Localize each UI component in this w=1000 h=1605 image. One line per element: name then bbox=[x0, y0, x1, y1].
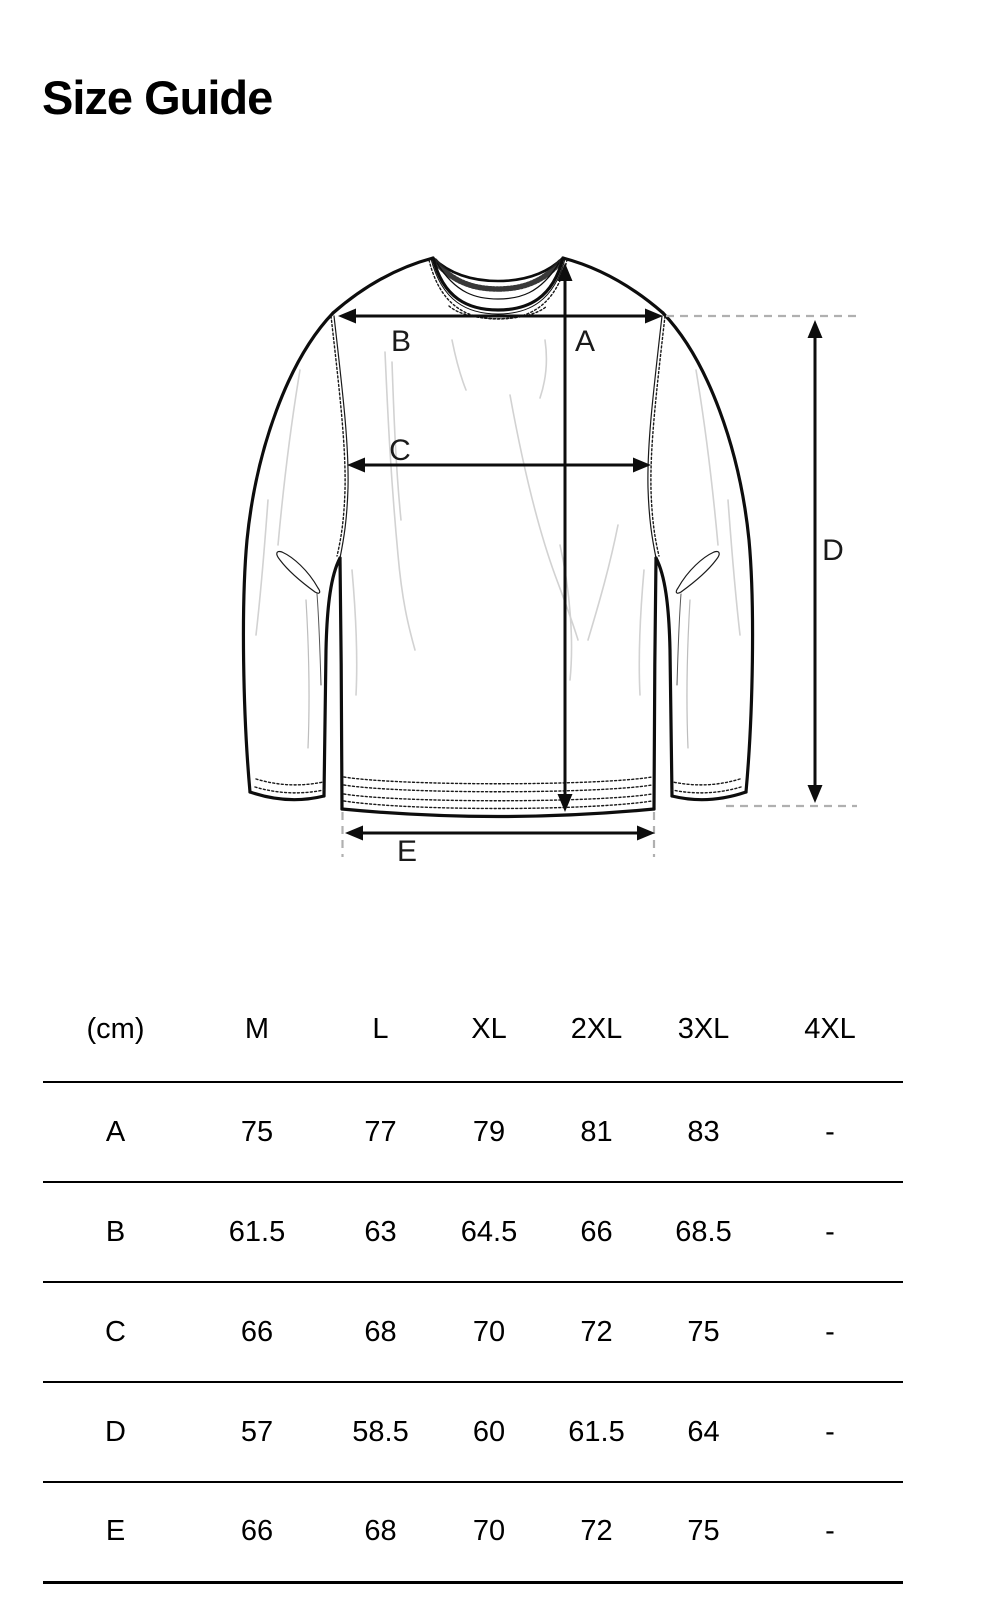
size-table bbox=[43, 978, 903, 1584]
table-row bbox=[43, 1382, 903, 1482]
table-header-size: 3XL bbox=[677, 1013, 730, 1045]
measure-label-d: D bbox=[822, 534, 844, 567]
cell: 79 bbox=[472, 1115, 506, 1148]
shirt-size-diagram bbox=[220, 240, 880, 870]
cell: 75 bbox=[687, 1315, 720, 1348]
row-label: C bbox=[105, 1315, 126, 1348]
cell: 68.5 bbox=[675, 1215, 732, 1248]
table-header-unit: (cm) bbox=[86, 1013, 145, 1045]
arrow-a bbox=[558, 263, 573, 812]
dashed-guides bbox=[343, 316, 858, 857]
seam-lines bbox=[277, 316, 719, 685]
cell: - bbox=[825, 1215, 835, 1248]
cell: 77 bbox=[364, 1115, 397, 1148]
measure-label-e: E bbox=[396, 835, 418, 868]
cell: 64 bbox=[687, 1415, 720, 1448]
cell: 70 bbox=[472, 1315, 506, 1348]
row-label: D bbox=[105, 1415, 126, 1448]
arrow-e bbox=[345, 826, 655, 841]
cell: 66 bbox=[240, 1515, 274, 1548]
table-row bbox=[43, 1082, 903, 1182]
table-header-size: 4XL bbox=[804, 1013, 856, 1045]
stitching bbox=[255, 260, 741, 809]
collar bbox=[431, 258, 565, 314]
cell: 75 bbox=[240, 1115, 274, 1148]
cell: - bbox=[825, 1315, 835, 1348]
cell: 70 bbox=[472, 1515, 506, 1548]
table-row bbox=[43, 1282, 903, 1382]
cell: 83 bbox=[687, 1115, 720, 1148]
cell: 75 bbox=[687, 1515, 720, 1548]
measure-label-b: B bbox=[390, 325, 412, 358]
cell: - bbox=[825, 1515, 835, 1548]
cell: 81 bbox=[580, 1115, 613, 1148]
cell: 61.5 bbox=[568, 1415, 625, 1448]
cell: 72 bbox=[580, 1315, 613, 1348]
cell: 64.5 bbox=[460, 1215, 518, 1248]
table-header-size: M bbox=[244, 1013, 270, 1045]
row-label: E bbox=[105, 1515, 126, 1548]
cell: - bbox=[825, 1415, 835, 1448]
measure-label-c: C bbox=[389, 434, 411, 467]
cell: 66 bbox=[240, 1315, 274, 1348]
row-label: B bbox=[105, 1215, 126, 1248]
arrow-d bbox=[808, 320, 823, 803]
table-header-size: 2XL bbox=[570, 1013, 623, 1045]
cell: 57 bbox=[240, 1415, 274, 1448]
row-label: A bbox=[105, 1115, 126, 1148]
cell: 72 bbox=[580, 1515, 613, 1548]
page-title: Size Guide bbox=[42, 71, 273, 124]
cell: - bbox=[825, 1115, 835, 1148]
cell: 63 bbox=[364, 1215, 397, 1248]
measure-label-a: A bbox=[574, 325, 596, 358]
table-row bbox=[43, 1182, 903, 1282]
wrinkle-lines bbox=[256, 340, 740, 748]
cell: 66 bbox=[580, 1215, 613, 1248]
table-row bbox=[43, 1482, 903, 1582]
table-header-row bbox=[43, 978, 903, 1082]
cell: 60 bbox=[472, 1415, 506, 1448]
cell: 68 bbox=[364, 1315, 397, 1348]
cell: 68 bbox=[364, 1515, 397, 1548]
cell: 61.5 bbox=[228, 1215, 286, 1248]
table-header-size: XL bbox=[471, 1013, 507, 1045]
cell: 58.5 bbox=[352, 1415, 409, 1448]
table-header-size: L bbox=[372, 1013, 389, 1045]
shirt-outline bbox=[243, 258, 752, 817]
